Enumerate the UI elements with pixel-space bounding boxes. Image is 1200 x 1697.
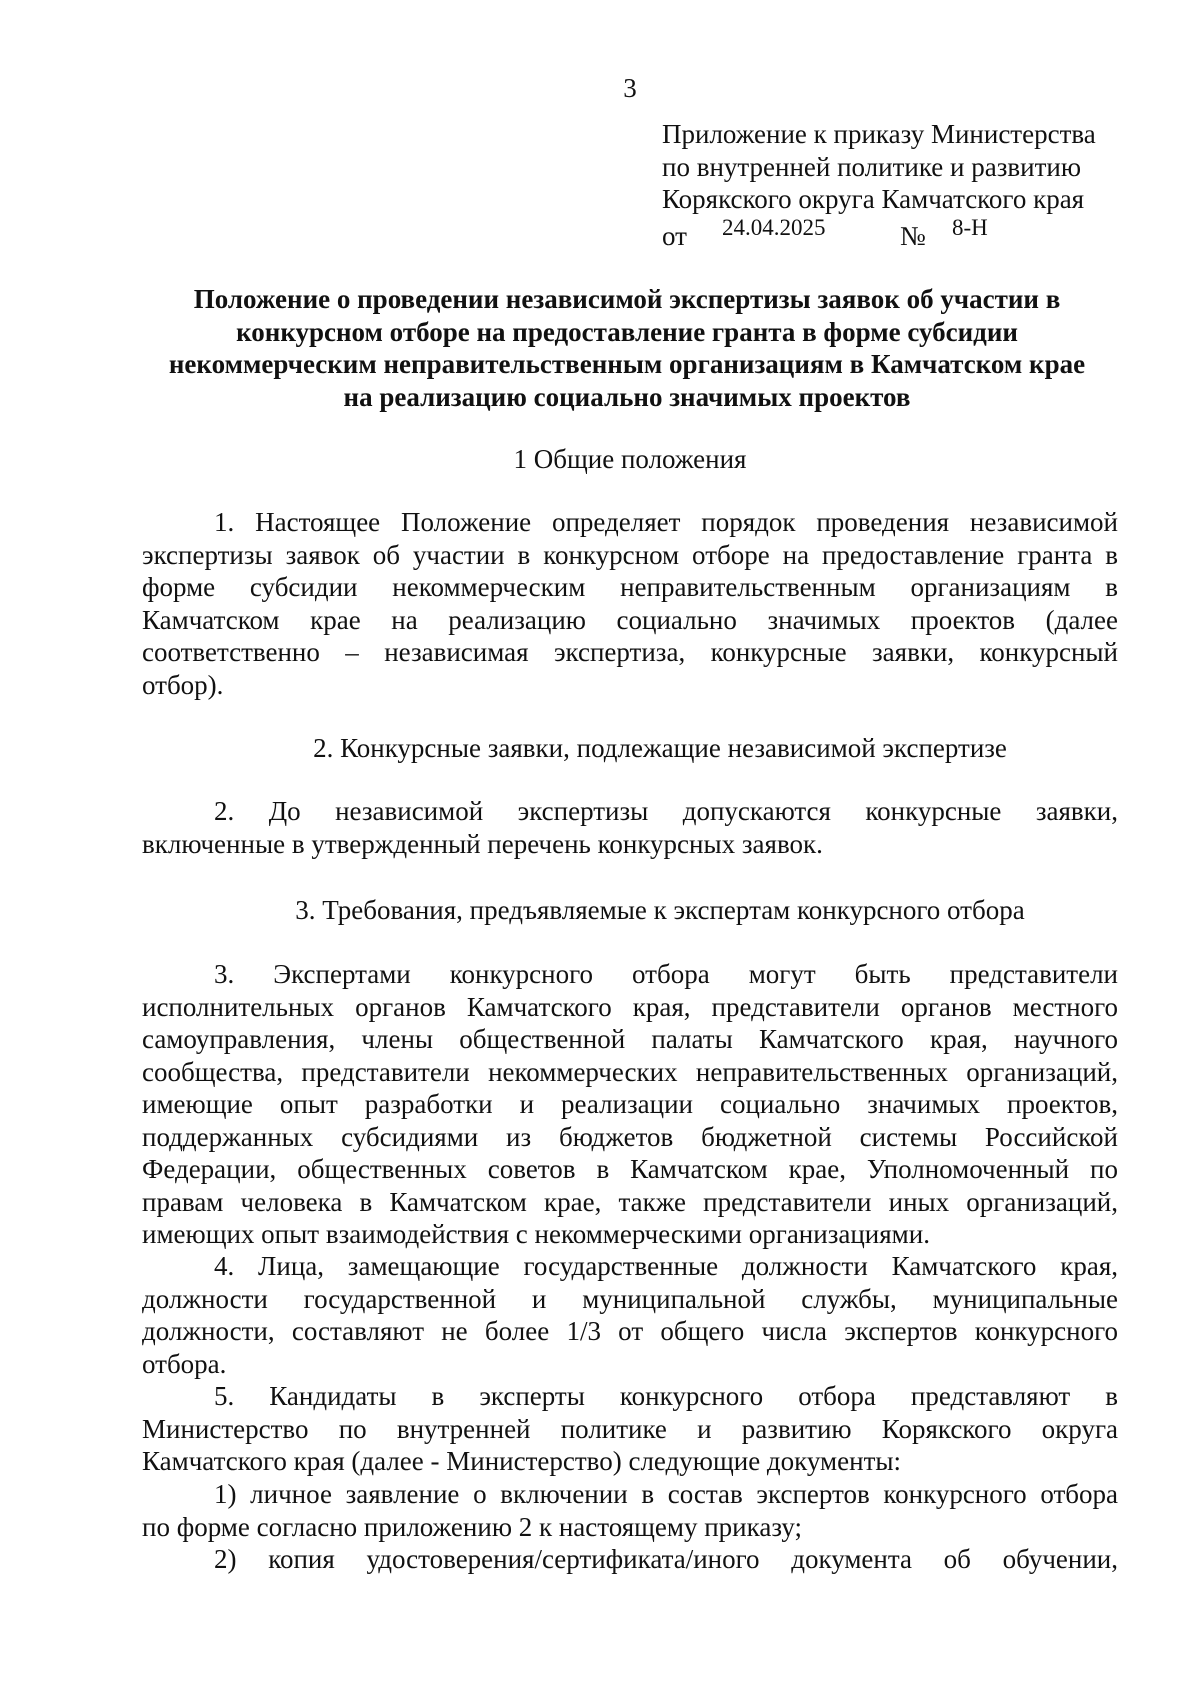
paragraph-line: 1. Настоящее Положение определяет порядок проведения независимой: [214, 507, 1118, 537]
paragraph-line: самоуправления, члены общественной палаты Камчатского края, научного: [142, 1024, 1118, 1054]
page-number: 3: [623, 73, 637, 103]
paragraph-line: форме субсидии некоммерческим неправительственным организациям в: [142, 572, 1118, 602]
paragraph-line: должности, составляют не более 1/3 от общего числа экспертов конкурсного: [142, 1316, 1118, 1346]
paragraph-line: включенные в утвержденный перечень конкурсных заявок.: [142, 828, 823, 859]
paragraph-line: 1) личное заявление о включении в состав экспертов конкурсного отбора: [214, 1479, 1118, 1509]
paragraph-line: Камчатского края (далее - Министерство) следующие документы:: [142, 1446, 902, 1476]
paragraph-line: поддержанных субсидиями из бюджетов бюджетной системы Российской: [142, 1121, 1118, 1152]
section-2-heading: 2. Конкурсные заявки, подлежащие независимой экспертизе: [313, 733, 1007, 763]
paragraph-1: [142, 506, 1118, 701]
paragraph-line: правам человека в Камчатском крае, также представители иных организаций,: [142, 1186, 1118, 1217]
paragraph-line: 3. Экспертами конкурсного отбора могут быть представители: [214, 959, 1118, 989]
paragraph-line: 5. Кандидаты в эксперты конкурсного отбора представляют в: [214, 1381, 1118, 1411]
section-1-heading: 1 Общие положения: [513, 444, 747, 474]
order-date: 24.04.2025: [722, 214, 826, 240]
paragraph-line: исполнительных органов Камчатского края, представители органов местного: [142, 991, 1118, 1022]
order-date-label: от: [662, 220, 687, 251]
paragraph-line: по форме согласно приложению 2 к настоящему приказу;: [142, 1511, 803, 1542]
document-title: [142, 283, 1112, 413]
paragraph-line: отбора.: [142, 1348, 227, 1379]
paragraph-5: [142, 1380, 1118, 1478]
section-3-heading: 3. Требования, предъявляемые к экспертам конкурсного отбора: [295, 895, 1025, 925]
paragraph-7: [142, 1543, 1118, 1576]
paragraph-line: 2) копия удостоверения/сертификата/иного документа об обучении,: [214, 1544, 1118, 1574]
appendix-line-2: по внутренней политике и развитию: [662, 151, 1082, 182]
appendix-header: [662, 118, 1142, 250]
paragraph-line: имеющие опыт разработки и реализации социально значимых проектов,: [142, 1089, 1118, 1119]
paragraph-line: Федерации, общественных советов в Камчатском крае, Уполномоченный по: [142, 1154, 1118, 1184]
paragraph-line: 4. Лица, замещающие государственные должности Камчатского края,: [214, 1251, 1118, 1281]
paragraph-2: [142, 795, 1118, 860]
order-line: [662, 216, 1142, 250]
title-line-3: некоммерческим неправительственным организациям в Камчатском крае: [168, 349, 1086, 379]
paragraph-line: отбор).: [142, 669, 224, 700]
paragraph-line: сообщества, представители некоммерческих неправительственных организаций,: [142, 1056, 1118, 1087]
title-line-2: конкурсном отборе на предоставление гранта в форме субсидии: [236, 316, 1018, 347]
paragraph-3: [142, 958, 1118, 1251]
title-line-4: на реализацию социально значимых проектов: [343, 381, 911, 412]
paragraph-line: соответственно – независимая экспертиза, конкурсные заявки, конкурсный: [142, 637, 1118, 667]
title-line-1: Положение о проведении независимой экспертизы заявок об участии в: [193, 284, 1061, 314]
paragraph-line: имеющих опыт взаимодействия с некоммерческими организациями.: [142, 1219, 930, 1249]
paragraph-line: Министерство по внутренней политике и развитию Корякского округа: [142, 1413, 1118, 1444]
paragraph-line: 2. До независимой экспертизы допускаются конкурсные заявки,: [214, 796, 1118, 826]
appendix-line-1: Приложение к приказу Министерства: [662, 119, 1096, 149]
paragraph-line: Камчатском крае на реализацию социально значимых проектов (далее: [142, 604, 1118, 635]
appendix-line-3: Корякского округа Камчатского края: [662, 184, 1085, 214]
paragraph-6: [142, 1478, 1118, 1543]
paragraph-line: экспертизы заявок об участии в конкурсном отборе на предоставление гранта в: [142, 539, 1118, 570]
order-number: 8-Н: [952, 214, 988, 240]
paragraph-line: должности государственной и муниципальной службы, муниципальные: [142, 1283, 1118, 1314]
paragraph-4: [142, 1250, 1118, 1380]
order-number-label: №: [900, 220, 926, 251]
